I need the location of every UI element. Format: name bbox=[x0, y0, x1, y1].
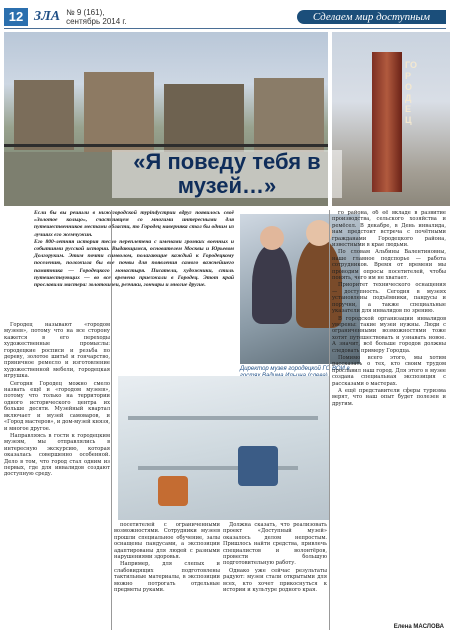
column-divider bbox=[111, 210, 112, 630]
paragraph: Однако уже сейчас результаты радуют: музеи стали открытыми для всех, кто хочет прикоснуться к истории и культуре родного края. bbox=[223, 567, 327, 594]
paragraph: А ещё представители сферы туризма верят, что наш опыт будет полезен и другим. bbox=[332, 387, 446, 407]
rail-shape bbox=[128, 416, 318, 420]
paragraph: Должна сказать, что реализовать проект «Доступный музей» оказалось делом непростым. Пришлось найти средства, привлечь специалистов и волонтёров, провести большую подготовительную работу. bbox=[223, 522, 327, 567]
paragraph: В городской организации инвалидов уверены: такие музеи нужны. Люди с ограниченными возможностями тоже хотят путешествовать и узнавать новое. А значит, всё больше городов должны следовать примеру Городца. bbox=[332, 315, 446, 354]
article-lead bbox=[34, 210, 234, 289]
article-headline: «Я поведу тебя в музей…» bbox=[112, 150, 342, 198]
paragraph: Приоритет технического оснащения — доступность. Сегодня в музеях установлены подъёмники, пандусы и поручни, а также специальные указатели для инвалидов по зрению. bbox=[332, 282, 446, 315]
paragraph: Сегодня Городец можно смело назвать ещё и «городом музеев», потому что только на территории одного исторического центра их больше десяти. Музейный квартал включает и музей самоваров, и «Город мастеров», и дом-музей князя, и многое другое. bbox=[4, 380, 110, 432]
newspaper-logo: ЗЛА bbox=[34, 9, 61, 24]
lead-paragraph-1: Если бы вы решили в нижегородской турindустрии вдруг появилось своё «Золотое кольцо», счастливцем со многими интересными для путешественников местами области, то Городец наверняка стал бы одним из лучших его жемчужин. bbox=[34, 210, 234, 238]
paragraph: Направляясь в гости к городецким музеям, мы отправлялись в интересную экскурсию, которая оказалась совершенно особенной. Дело в том, что город стал одним из первых, где для инвалидов создают доступную среду. bbox=[4, 432, 110, 478]
text-column-4 bbox=[332, 210, 446, 630]
text-column-1 bbox=[4, 322, 110, 630]
face-shape bbox=[260, 226, 284, 250]
issue-number: № 9 (161), bbox=[66, 8, 105, 17]
railing-shape bbox=[4, 144, 328, 147]
paragraph: го района, об её вкладе в развитие производства, сельского хозяйства и ремёсел. В декабре, в День инвалида, нам предстоит встреча с почётными гражданами Городецкого района, известными в крае людьми. bbox=[332, 210, 446, 249]
paragraph: По словам Альбины Валентиновны, наше главное подспорье — работа сотрудников. Время от времени мы проводим опросы посетителей, чтобы понять, чего им не хватает. bbox=[332, 249, 446, 282]
people-photo-caption: Директор музея городецкой ГО ВОИ в bbox=[240, 366, 350, 372]
monument-photo bbox=[332, 32, 450, 206]
stela-shape bbox=[372, 52, 402, 192]
paragraph: посетителей с ограниченными возможностями. Сотрудники музеев прошли специальное обучение, залы оснащены пандусами, а экспозиции адаптированы для людей с разными нарушениями здоровья. bbox=[114, 522, 220, 561]
header-rule bbox=[4, 28, 446, 29]
accessibility-photo bbox=[118, 376, 330, 520]
text-column-2 bbox=[114, 522, 220, 630]
paragraph: Например, для слепых и слабовидящих подготовлены тактильные материалы, в экспозиции можно потрогать отдельные предметы руками. bbox=[114, 561, 220, 594]
paragraph: Городец называют «городом музеев», потому что на все сторону кажется в его переходы художественные промыслы: городецкие росписи и резьба по дереву, золотое шитьё и гончарство, пряничное ремесло и изготовление художественной мебели, городецкая игрушка. bbox=[4, 322, 110, 380]
house-shape bbox=[14, 80, 74, 150]
house-shape bbox=[84, 72, 154, 152]
section-rubric: Сделаем мир доступным bbox=[297, 10, 446, 24]
author-signature: Елена МАСЛОВА bbox=[393, 624, 444, 630]
issue-info bbox=[66, 8, 126, 26]
page-header bbox=[4, 6, 446, 28]
column-divider bbox=[329, 210, 330, 630]
person-shape bbox=[252, 244, 292, 324]
object-shape bbox=[158, 476, 188, 506]
page-number: 12 bbox=[4, 8, 28, 26]
wheelchair-shape bbox=[238, 446, 278, 486]
issue-date: сентябрь 2014 г. bbox=[66, 17, 127, 26]
house-shape bbox=[254, 78, 324, 154]
lead-paragraph-2: Его 800-летняя история тесно переплетена с именами громких военных и событиями русской истории. Выдающимся, основателем Москвы и Юрьевом Долгоруким. Этим почти символом, полагающие каждый к Городецкому поселению, положила бы все почвы для появления самого важнейшего памятника — Городецкого монастыря. Писатели, художники, стиль путешествующих — во все времена приезжали в Городец. Этот край прославили мастера: золотошвеи, резчики, гончары и многие другие. bbox=[34, 238, 234, 289]
text-column-3 bbox=[223, 522, 327, 630]
paragraph: Помимо всего этого, мы хотим рассказать о тех, кто своим трудом прославил наш город. Для этого в музее создана специальная экспозиция с рассказами о мастерах. bbox=[332, 354, 446, 387]
stela-text: ГОРОДЕЦ bbox=[405, 60, 417, 125]
